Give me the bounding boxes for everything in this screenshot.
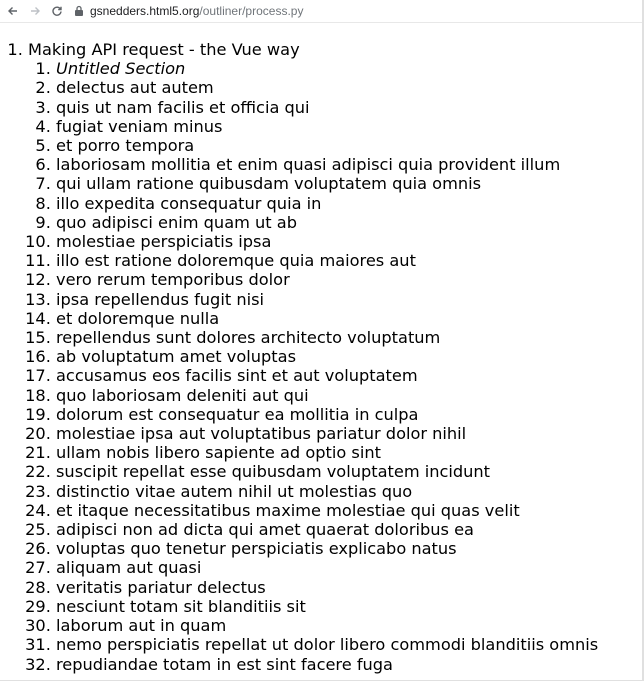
section-item xyxy=(56,616,644,635)
section-title: veritatis pariatur delectus xyxy=(56,577,266,597)
section-title: repudiandae totam in est sint facere fuga xyxy=(56,654,393,674)
reload-icon xyxy=(51,5,63,17)
section-title: ipsa repellendus fugit nisi xyxy=(56,289,265,309)
section-title: qui ullam ratione quibusdam voluptatem quia omnis xyxy=(56,174,482,194)
section-item xyxy=(56,155,644,174)
back-button[interactable] xyxy=(4,2,22,20)
section-item xyxy=(56,424,644,443)
section-title: nemo perspiciatis repellat ut dolor libero commodi blanditiis omnis xyxy=(56,635,599,655)
section-title: suscipit repellat esse quibusdam voluptatem incidunt xyxy=(56,462,491,482)
section-item xyxy=(56,328,644,347)
section-item xyxy=(56,347,644,366)
section-item xyxy=(56,59,644,78)
top-item-title: Making API request - the Vue way xyxy=(28,40,300,59)
section-title: Untitled Section xyxy=(56,59,186,79)
section-title: quo adipisci enim quam ut ab xyxy=(56,212,297,232)
section-title: aliquam aut quasi xyxy=(56,558,202,578)
section-item xyxy=(56,443,644,462)
section-title: et itaque necessitatibus maxime molestiae qui quas velit xyxy=(56,500,520,520)
outline-list xyxy=(0,40,644,674)
arrow-right-icon xyxy=(29,5,41,17)
section-title: dolorum est consequatur ea mollitia in culpa xyxy=(56,404,419,424)
section-item xyxy=(56,117,644,136)
section-item xyxy=(56,78,644,97)
url-host: gsnedders.html5.org xyxy=(90,4,200,18)
section-title: ullam nobis libero sapiente ad optio sint xyxy=(56,443,381,463)
section-title: distinctio vitae autem nihil ut molestias quo xyxy=(56,481,413,501)
address-bar[interactable] xyxy=(72,4,303,18)
browser-toolbar xyxy=(0,0,644,23)
section-title: fugiat veniam minus xyxy=(56,116,223,136)
outline-top-item xyxy=(28,40,644,674)
section-title: voluptas quo tenetur perspiciatis explicabo natus xyxy=(56,539,457,559)
section-title: nesciunt totam sit blanditiis sit xyxy=(56,596,306,616)
lock-icon xyxy=(72,4,86,18)
section-item xyxy=(56,539,644,558)
section-item xyxy=(56,405,644,424)
section-item xyxy=(56,386,644,405)
section-title: laboriosam mollitia et enim quasi adipisci quia provident illum xyxy=(56,155,561,175)
section-item xyxy=(56,174,644,193)
section-item xyxy=(56,635,644,654)
section-title: vero rerum temporibus dolor xyxy=(56,270,290,290)
reload-button[interactable] xyxy=(48,2,66,20)
section-item xyxy=(56,136,644,155)
section-item xyxy=(56,501,644,520)
section-title: et porro tempora xyxy=(56,136,195,156)
url-path: /outliner/process.py xyxy=(199,4,304,18)
section-item xyxy=(56,655,644,674)
section-item xyxy=(56,309,644,328)
section-title: laborum aut in quam xyxy=(56,616,227,636)
section-title: adipisci non ad dicta qui amet quaerat doloribus ea xyxy=(56,520,474,540)
section-item xyxy=(56,98,644,117)
section-title: accusamus eos facilis sint et aut voluptatem xyxy=(56,366,418,386)
section-title: delectus aut autem xyxy=(56,78,214,98)
section-title: illo est ratione doloremque quia maiores aut xyxy=(56,251,416,271)
section-title: molestiae ipsa aut voluptatibus pariatur dolor nihil xyxy=(56,424,467,444)
section-item xyxy=(56,194,644,213)
section-title: et doloremque nulla xyxy=(56,308,220,328)
section-item xyxy=(56,597,644,616)
section-item xyxy=(56,558,644,577)
section-item xyxy=(56,270,644,289)
section-item xyxy=(56,520,644,539)
section-item xyxy=(56,290,644,309)
section-title: quis ut nam facilis et officia qui xyxy=(56,97,310,117)
forward-button[interactable] xyxy=(26,2,44,20)
section-title: molestiae perspiciatis ipsa xyxy=(56,232,272,252)
section-title: repellendus sunt dolores architecto voluptatum xyxy=(56,328,441,348)
section-title: ab voluptatum amet voluptas xyxy=(56,347,296,367)
section-item xyxy=(56,213,644,232)
section-item xyxy=(56,462,644,481)
outline-content xyxy=(0,40,644,674)
section-item xyxy=(56,232,644,251)
section-item xyxy=(56,251,644,270)
section-title: quo laboriosam deleniti aut qui xyxy=(56,385,309,405)
arrow-left-icon xyxy=(7,5,19,17)
section-item xyxy=(56,578,644,597)
section-list xyxy=(28,59,644,674)
section-title: illo expedita consequatur quia in xyxy=(56,193,322,213)
section-item xyxy=(56,366,644,385)
section-item xyxy=(56,482,644,501)
